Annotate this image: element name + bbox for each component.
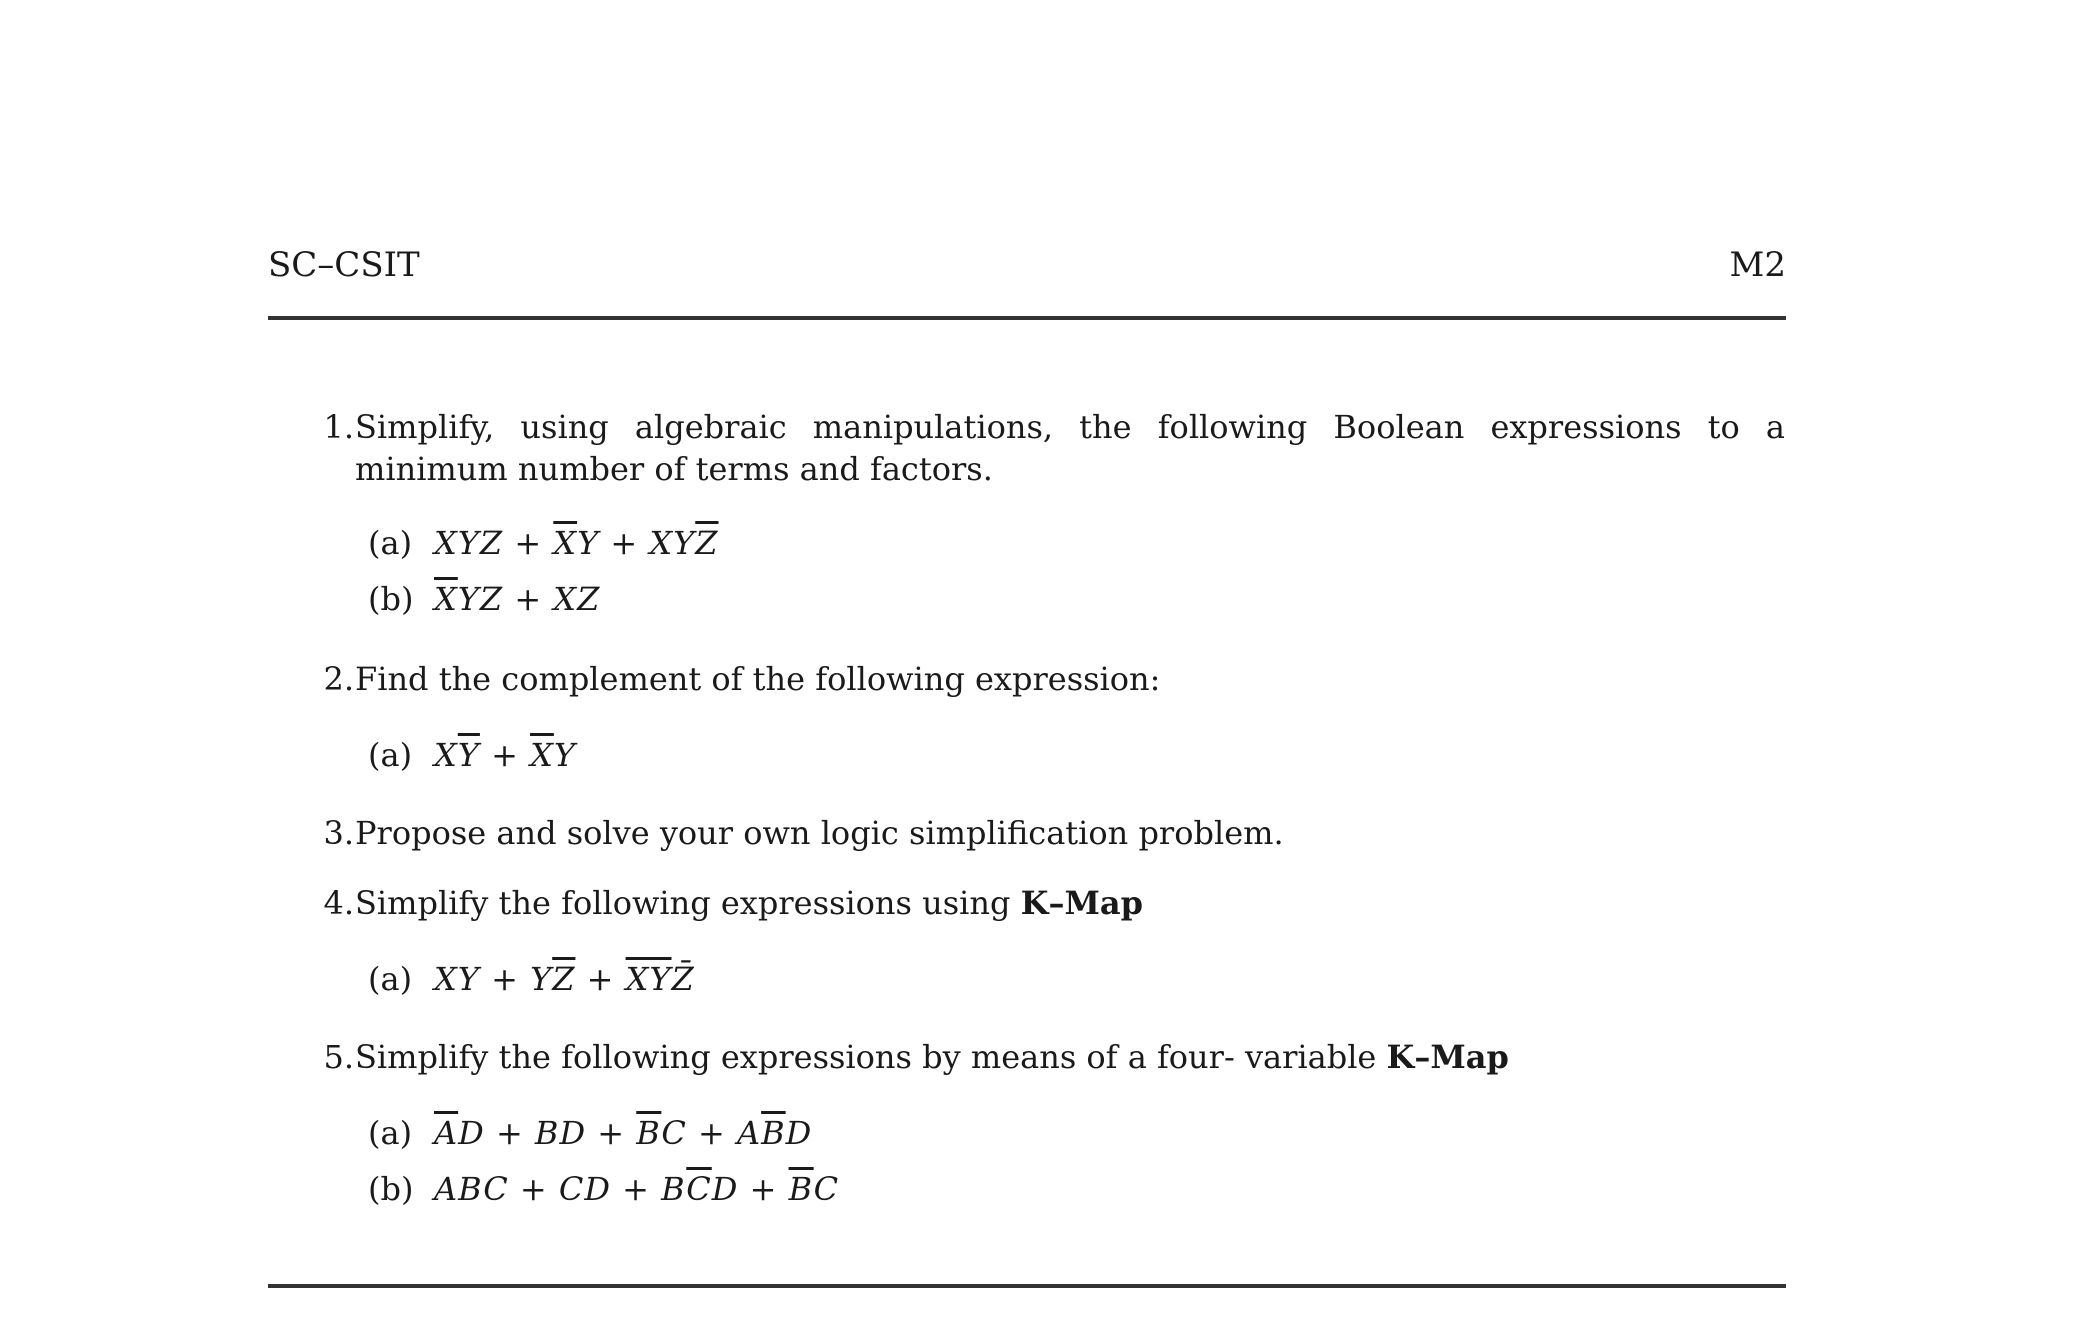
boolean-expression: $X\overline{Y} + \overline{X}Y$ (434, 736, 576, 774)
question-2a (368, 734, 1668, 776)
boolean-expression: $\overline{X}YZ$ + XZ (434, 580, 601, 618)
part-label: (a) (368, 960, 413, 998)
kmap-term: K–Map (1386, 1038, 1509, 1076)
question-number: 1. (323, 408, 354, 446)
part-label: (a) (368, 736, 413, 774)
question-number: 5. (323, 1038, 354, 1076)
question-1b (368, 578, 1668, 620)
question-text: Simplify the following expressions by means of a four- variable K–Map (355, 1038, 1509, 1076)
part-label: (b) (368, 580, 414, 618)
boolean-expression: XYZ + $\overline{X}Y + XY\overline{Z}$ (434, 524, 719, 562)
document-page (268, 240, 1786, 1300)
question-1a (368, 522, 1668, 564)
kmap-term: K–Map (1020, 884, 1143, 922)
question-number: 3. (323, 814, 354, 852)
boolean-expression: $\overline{A}D$ + BD + $\overline{B}C + A\overline{B}D$ (434, 1114, 813, 1152)
question-text: Find the complement of the following expression: (355, 660, 1161, 698)
question-text: Simplify the following expressions using K–Map (355, 884, 1143, 922)
boolean-expression: ABC + CD + $B\overline{C}D + \overline{B}C$ (434, 1170, 840, 1208)
question-5a (368, 1112, 1668, 1154)
question-text: Propose and solve your own logic simplification problem. (355, 814, 1284, 852)
boolean-expression: XY + $Y\overline{Z}$ + $\overline{XY}Z̄$ (434, 960, 695, 998)
header-rule (268, 316, 1786, 320)
course-code: SC–CSIT (268, 245, 420, 285)
page-header (268, 240, 1786, 290)
footer-rule (268, 1284, 1786, 1288)
part-label: (a) (368, 524, 413, 562)
part-label: (a) (368, 1114, 413, 1152)
question-number: 2. (323, 660, 354, 698)
part-label: (b) (368, 1170, 414, 1208)
question-4a (368, 958, 1668, 1000)
question-5b (368, 1168, 1668, 1210)
question-number: 4. (323, 884, 354, 922)
module-label: M2 (1729, 245, 1786, 285)
question-text: Simplify, using algebraic manipulations, the following Boolean expressions to a minimum number of terms and factors. (355, 408, 1785, 488)
